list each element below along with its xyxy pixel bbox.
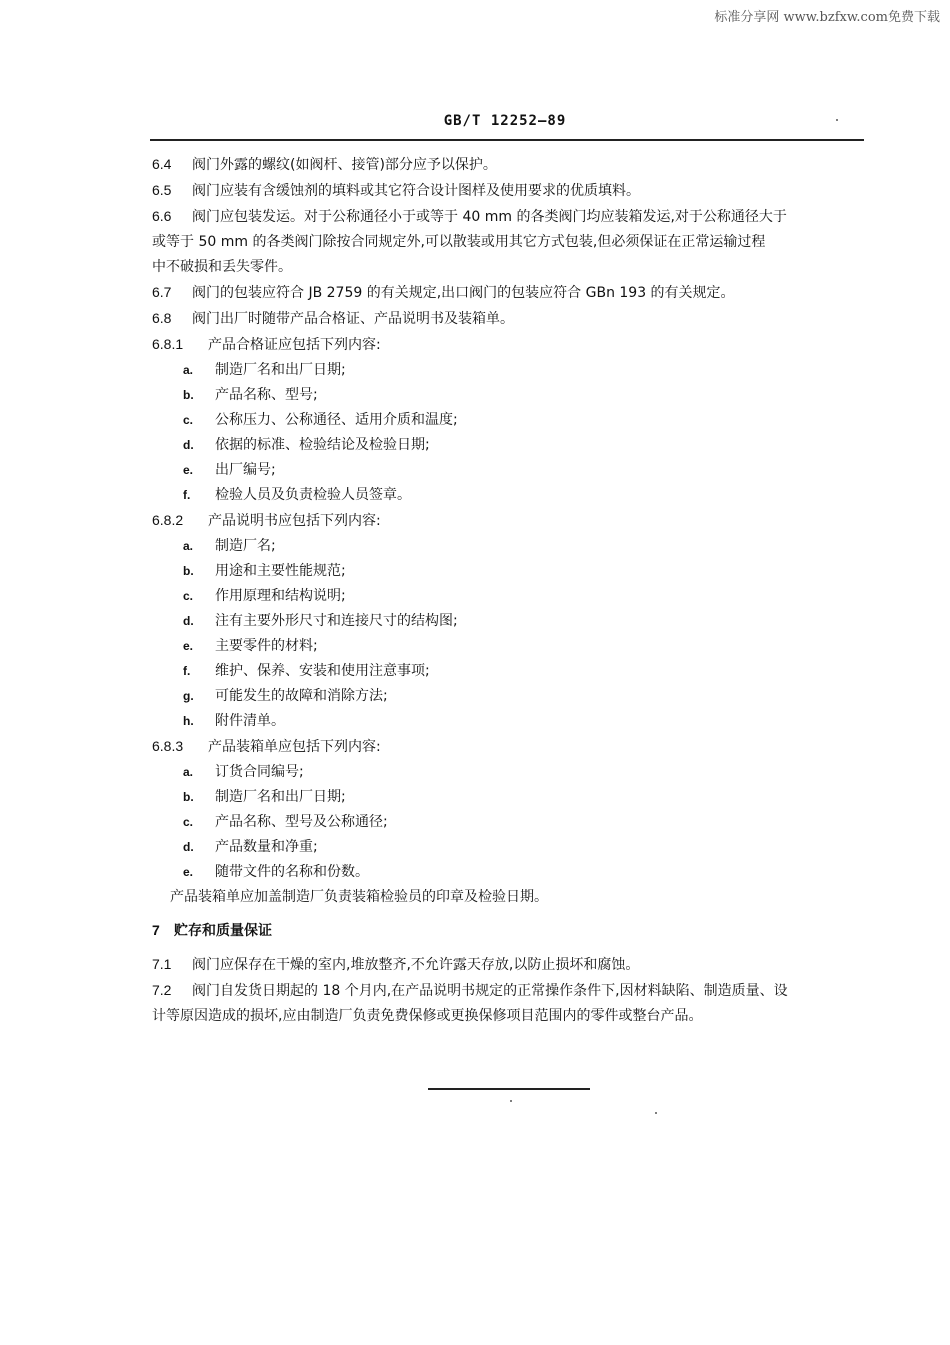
item-letter: d.: [183, 614, 194, 628]
list-item: [152, 584, 864, 609]
clause-number: 6.4: [152, 156, 172, 172]
item-text: 产品名称、型号及公称通径;: [215, 814, 388, 830]
subclause-6-8-1: [152, 332, 864, 358]
list-item: [152, 483, 864, 508]
clause-6-6-cont: 中不破损和丢失零件。: [152, 259, 292, 275]
item-letter: c.: [183, 815, 194, 829]
item-letter: d.: [183, 840, 194, 854]
list-item: [152, 835, 864, 860]
scan-speck: [655, 1112, 657, 1114]
item-text: 产品名称、型号;: [215, 387, 318, 403]
header-rule: [150, 139, 864, 141]
clause-text: 阀门出厂时随带产品合格证、产品说明书及装箱单。: [192, 311, 514, 327]
item-letter: c.: [183, 589, 194, 603]
item-text: 作用原理和结构说明;: [215, 588, 346, 604]
chapter-7-heading: [152, 918, 864, 944]
item-letter: b.: [183, 790, 194, 804]
item-text: 注有主要外形尺寸和连接尺寸的结构图;: [215, 613, 458, 629]
list-item: [152, 760, 864, 785]
item-letter: d.: [183, 438, 194, 452]
subclause-title: 产品说明书应包括下列内容:: [208, 513, 381, 529]
scan-speck: [510, 1100, 512, 1102]
item-letter: e.: [183, 865, 194, 879]
clause-7-2: [152, 978, 864, 1004]
item-text: 维护、保养、安装和使用注意事项;: [215, 663, 430, 679]
list-item: [152, 860, 864, 885]
list-item: [152, 659, 864, 684]
item-text: 公称压力、公称通径、适用介质和温度;: [215, 412, 458, 428]
item-text: 产品数量和净重;: [215, 839, 318, 855]
watermark: 标准分享网 www.bzfxw.com免费下载: [714, 10, 940, 25]
clause-number: 7.1: [152, 956, 172, 972]
clause-number: 6.7: [152, 284, 172, 300]
item-letter: b.: [183, 564, 194, 578]
clause-6-6: [152, 204, 864, 230]
subclause-6-8-3: [152, 734, 864, 760]
item-letter: f.: [183, 488, 191, 502]
list-item: [152, 458, 864, 483]
item-letter: a.: [183, 363, 194, 377]
list-item: [152, 609, 864, 634]
list-item: [152, 709, 864, 734]
list-item: [152, 559, 864, 584]
item-letter: b.: [183, 388, 194, 402]
clause-text: 阀门应装有含缓蚀剂的填料或其它符合设计图样及使用要求的优质填料。: [192, 183, 640, 199]
subclause-title: 产品合格证应包括下列内容:: [208, 337, 381, 353]
clause-7-2-cont: 计等原因造成的损坏,应由制造厂负责免费保修或更换保修项目范围内的零件或整台产品。: [152, 1008, 703, 1024]
clause-number: 6.8: [152, 310, 172, 326]
item-text: 依据的标准、检验结论及检验日期;: [215, 437, 430, 453]
clause-6-8: [152, 306, 864, 332]
list-item: [152, 785, 864, 810]
end-of-document-rule: [428, 1088, 590, 1090]
clause-text: 阀门自发货日期起的 18 个月内,在产品说明书规定的正常操作条件下,因材料缺陷、制造质量、设: [192, 983, 788, 999]
list-item: [152, 534, 864, 559]
packing-list-note: 产品装箱单应加盖制造厂负责装箱检验员的印章及检验日期。: [170, 889, 548, 905]
item-text: 制造厂名;: [215, 538, 276, 554]
item-letter: e.: [183, 639, 194, 653]
item-text: 附件清单。: [215, 713, 285, 729]
clause-number: 7.2: [152, 982, 172, 998]
document-body: [152, 152, 864, 1029]
list-item: [152, 810, 864, 835]
item-letter: c.: [183, 413, 194, 427]
list-item: [152, 433, 864, 458]
clause-text: 阀门的包装应符合 JB 2759 的有关规定,出口阀门的包装应符合 GBn 193 的有关规定。: [192, 285, 735, 301]
document-code: GB/T 12252—89: [443, 113, 567, 129]
clause-text: 阀门应包装发运。对于公称通径小于或等于 40 mm 的各类阀门均应装箱发运,对于公称通径大于: [192, 209, 787, 225]
subclause-number: 6.8.3: [152, 738, 184, 754]
subclause-title: 产品装箱单应包括下列内容:: [208, 739, 381, 755]
clause-text: 阀门外露的螺纹(如阀杆、接管)部分应予以保护。: [192, 157, 497, 173]
subclause-number: 6.8.1: [152, 336, 184, 352]
item-text: 制造厂名和出厂日期;: [215, 362, 346, 378]
item-text: 用途和主要性能规范;: [215, 563, 346, 579]
clause-number: 6.6: [152, 208, 172, 224]
subclause-number: 6.8.2: [152, 512, 184, 528]
list-item: [152, 408, 864, 433]
item-letter: a.: [183, 539, 194, 553]
clause-6-6-cont: 或等于 50 mm 的各类阀门除按合同规定外,可以散装或用其它方式包装,但必须保证在正常运输过程: [152, 234, 766, 250]
list-item: [152, 383, 864, 408]
list-item: [152, 684, 864, 709]
clause-6-7: [152, 280, 864, 306]
item-letter: g.: [183, 689, 194, 703]
list-item: [152, 358, 864, 383]
clause-text: 阀门应保存在干燥的室内,堆放整齐,不允许露天存放,以防止损坏和腐蚀。: [192, 957, 640, 973]
clause-7-1: [152, 952, 864, 978]
item-text: 制造厂名和出厂日期;: [215, 789, 346, 805]
clause-6-4: [152, 152, 864, 178]
item-letter: a.: [183, 765, 194, 779]
item-letter: e.: [183, 463, 194, 477]
item-text: 检验人员及负责检验人员签章。: [215, 487, 411, 503]
clause-6-5: [152, 178, 864, 204]
chapter-title: 贮存和质量保证: [174, 923, 272, 939]
chapter-number: 7: [152, 922, 160, 938]
scan-speck: [836, 119, 838, 121]
item-text: 订货合同编号;: [215, 764, 304, 780]
item-text: 可能发生的故障和消除方法;: [215, 688, 388, 704]
item-letter: f.: [183, 664, 191, 678]
subclause-6-8-2: [152, 508, 864, 534]
item-letter: h.: [183, 714, 194, 728]
list-item: [152, 634, 864, 659]
item-text: 随带文件的名称和份数。: [215, 864, 369, 880]
item-text: 出厂编号;: [215, 462, 276, 478]
item-text: 主要零件的材料;: [215, 638, 318, 654]
clause-number: 6.5: [152, 182, 172, 198]
